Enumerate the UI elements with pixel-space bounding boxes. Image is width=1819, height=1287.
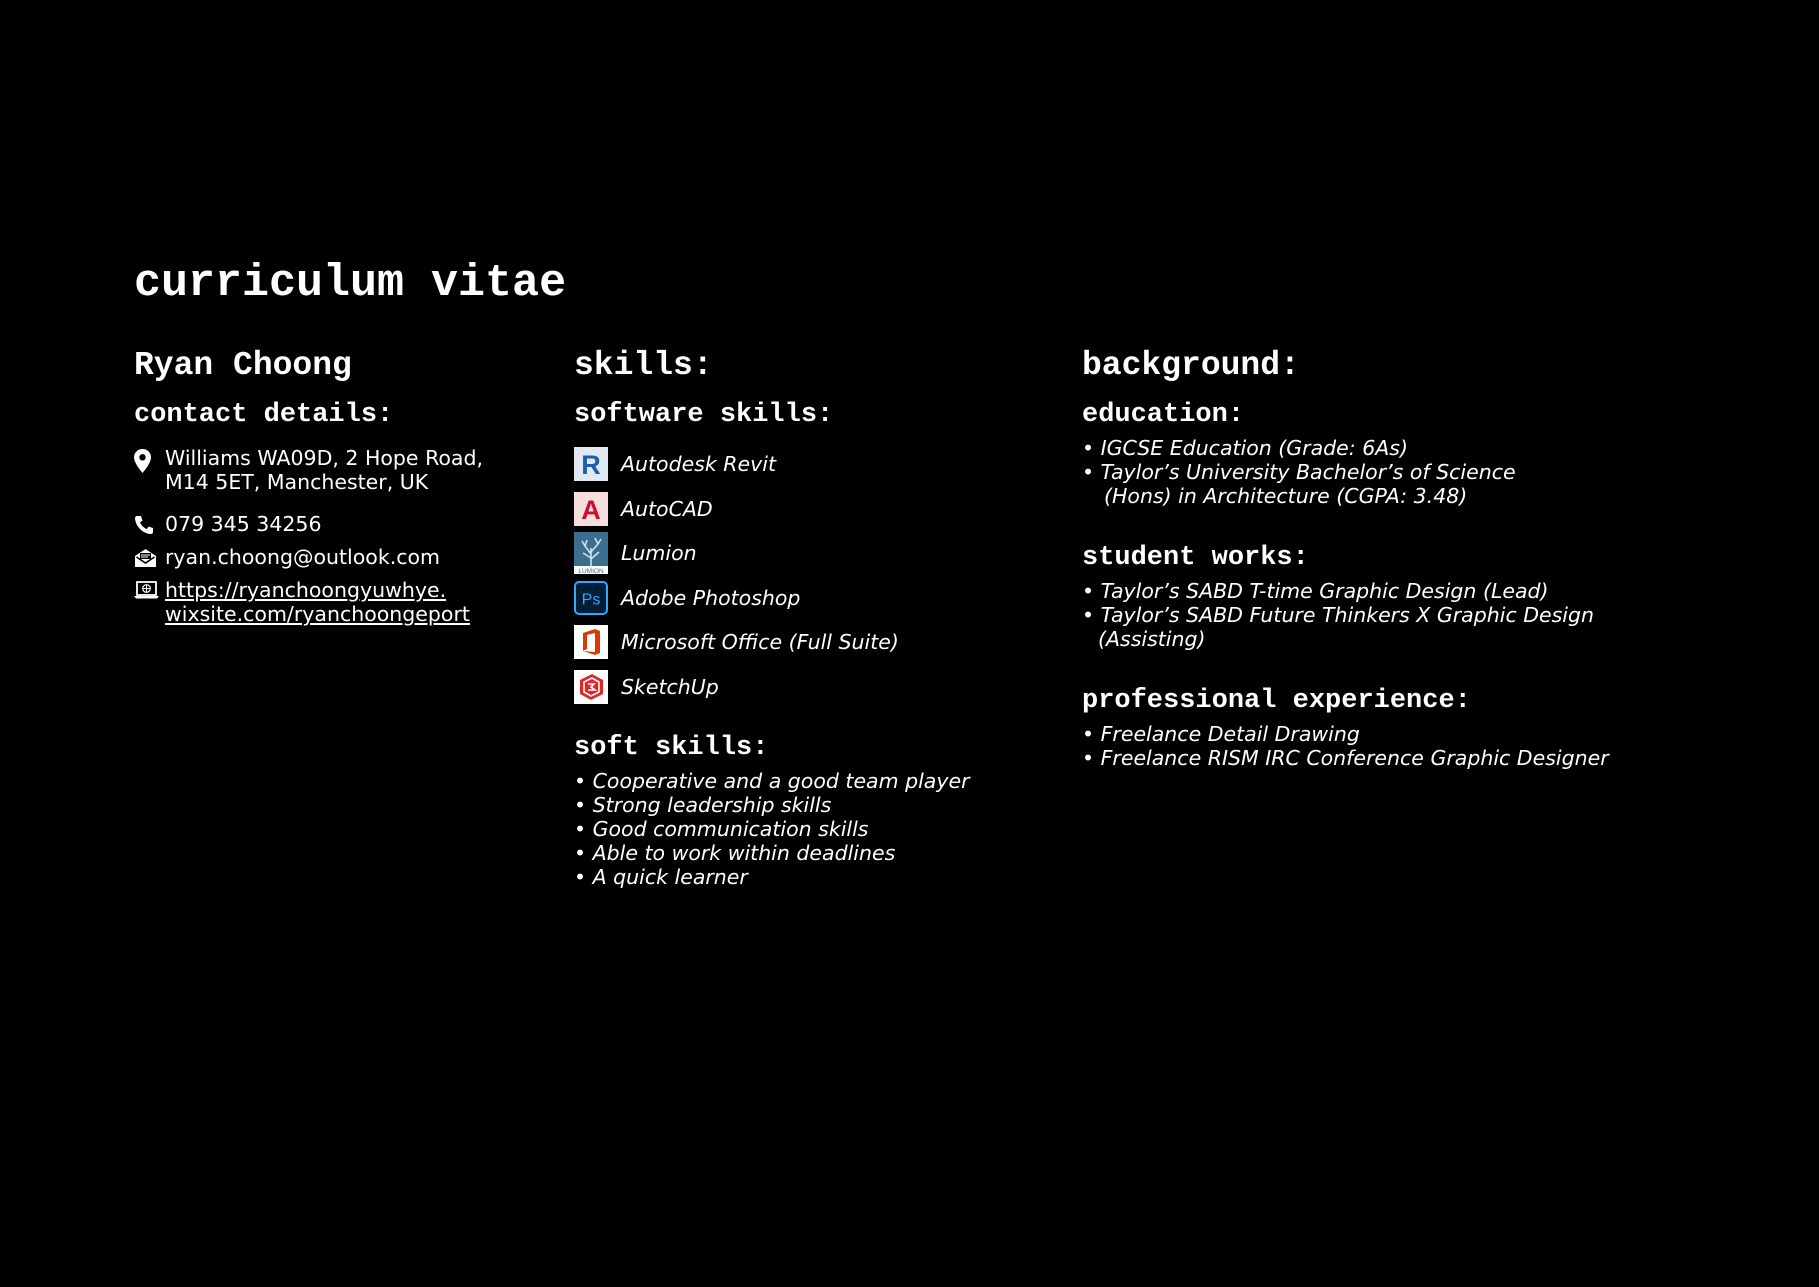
software-item-autocad — [574, 487, 1034, 532]
background-column — [1082, 344, 1702, 770]
office-icon — [574, 625, 608, 659]
list-item: • Strong leadership skills — [574, 793, 832, 817]
education-list — [1082, 436, 1702, 508]
soft-skills-list — [574, 769, 1034, 889]
address-line-1: Williams WA09D, 2 Hope Road, — [165, 446, 484, 470]
lumion-icon — [574, 532, 608, 574]
phone-number: 079 345 34256 — [165, 512, 322, 536]
svg-text:Ps: Ps — [581, 591, 601, 609]
svg-text:LUMION: LUMION — [578, 568, 604, 575]
software-skills-heading: software skills: — [574, 400, 834, 430]
list-item: • Able to work within deadlines — [574, 841, 896, 865]
location-pin-icon — [134, 446, 165, 473]
contact-list — [134, 446, 534, 626]
website-link-line-1[interactable]: https://ryanchoongyuwhye. — [165, 578, 447, 602]
address-text — [165, 446, 483, 494]
list-item: • Taylor’s SABD Future Thinkers X Graphic Design — [1082, 603, 1595, 627]
contact-website — [134, 578, 534, 626]
skills-column — [574, 344, 1034, 889]
phone-icon — [134, 512, 165, 535]
envelope-icon — [134, 545, 165, 568]
list-item: • Good communication skills — [574, 817, 869, 841]
svg-text:R: R — [581, 450, 601, 481]
contact-heading: contact details: — [134, 400, 394, 430]
background-heading: background: — [1082, 347, 1300, 384]
software-label: Adobe Photoshop — [621, 585, 801, 610]
website-link-line-2[interactable]: wixsite.com/ryanchoongeport — [165, 602, 470, 626]
student-works-section — [1082, 541, 1702, 651]
list-item: • Freelance RISM IRC Conference Graphic Designer — [1082, 746, 1609, 770]
software-item-office — [574, 620, 1034, 665]
contact-address — [134, 446, 534, 494]
contact-phone — [134, 512, 534, 536]
list-item-continuation: (Assisting) — [1098, 627, 1206, 651]
svg-text:A: A — [581, 494, 601, 525]
software-item-sketchup — [574, 665, 1034, 710]
software-item-lumion — [574, 531, 1034, 576]
student-works-heading: student works: — [1082, 543, 1309, 573]
skills-heading: skills: — [574, 347, 713, 384]
soft-skills-section — [574, 731, 1034, 889]
software-label: Autodesk Revit — [621, 452, 777, 477]
profile-column — [134, 344, 534, 626]
list-item: • Freelance Detail Drawing — [1082, 722, 1360, 746]
autocad-icon — [574, 492, 608, 526]
laptop-globe-icon — [134, 578, 165, 599]
software-item-revit — [574, 442, 1034, 487]
list-item: • IGCSE Education (Grade: 6As) — [1082, 436, 1408, 460]
list-item: • Cooperative and a good team player — [574, 769, 970, 793]
page-title: curriculum vitae — [134, 258, 567, 309]
software-label: Lumion — [621, 541, 697, 566]
education-section — [1082, 398, 1702, 508]
professional-experience-list — [1082, 722, 1702, 770]
contact-email — [134, 545, 534, 569]
address-line-2: M14 5ET, Manchester, UK — [165, 470, 429, 494]
soft-skills-heading: soft skills: — [574, 733, 769, 763]
student-works-list — [1082, 579, 1702, 651]
education-heading: education: — [1082, 400, 1245, 430]
person-name: Ryan Choong — [134, 347, 352, 384]
software-item-photoshop — [574, 576, 1034, 621]
list-item: • Taylor’s SABD T-time Graphic Design (Lead) — [1082, 579, 1549, 603]
professional-experience-section — [1082, 684, 1702, 770]
photoshop-icon — [574, 581, 608, 615]
revit-icon — [574, 447, 608, 481]
software-skills-list — [574, 442, 1034, 709]
list-item-continuation: (Hons) in Architecture (CGPA: 3.48) — [1104, 484, 1468, 508]
professional-experience-heading: professional experience: — [1082, 686, 1471, 716]
website-link[interactable] — [165, 578, 534, 626]
software-label: AutoCAD — [621, 496, 713, 521]
software-label: Microsoft Office (Full Suite) — [621, 630, 899, 655]
list-item: • Taylor’s University Bachelor’s of Science — [1082, 460, 1516, 484]
email-address: ryan.choong@outlook.com — [165, 545, 441, 569]
sketchup-icon — [574, 670, 608, 704]
software-label: SketchUp — [621, 674, 719, 699]
list-item: • A quick learner — [574, 865, 748, 889]
